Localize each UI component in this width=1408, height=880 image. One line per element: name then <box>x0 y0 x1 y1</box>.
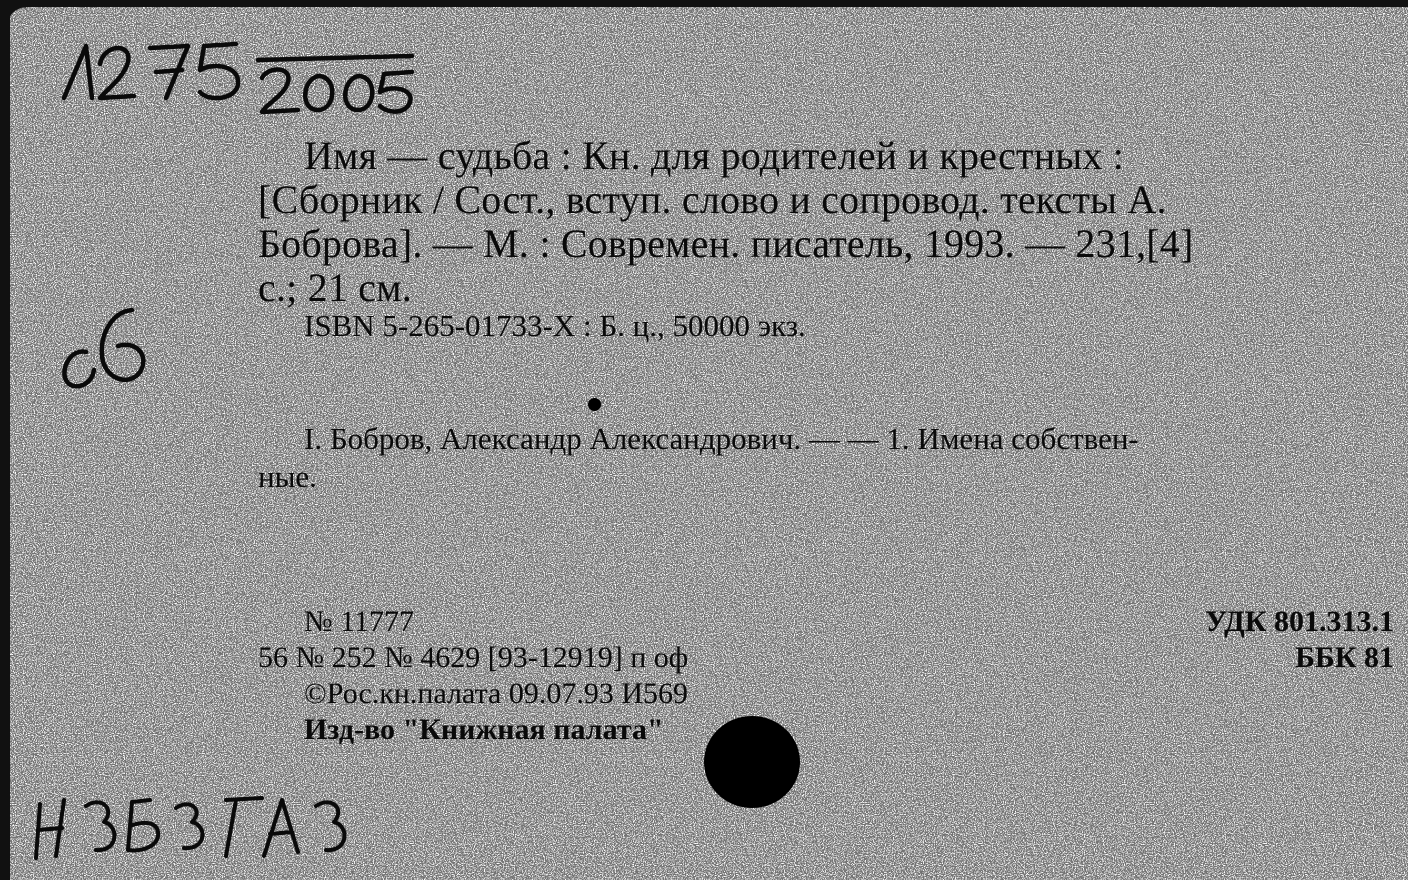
description-line-2: [Сборник / Сост., вступ. слово и сопровод. тексты А. <box>258 177 1167 222</box>
imprint-block <box>258 604 688 748</box>
scan-edge-top <box>0 0 1408 7</box>
publisher-line: Изд-во "Книжная палата" <box>304 713 664 746</box>
udk-code: УДК 801.313.1 <box>1205 605 1394 638</box>
card-number: № 11777 <box>304 605 415 638</box>
description-line-4: с.; 21 см. <box>258 265 412 310</box>
bibliographic-description <box>258 134 1398 310</box>
punch-dot <box>588 398 601 411</box>
copyright-line: ©Рос.кн.палата 09.07.93 И569 <box>304 677 689 710</box>
description-line-1: Имя — судьба : Кн. для родителей и крестных : <box>304 133 1125 178</box>
bbk-code: ББК 81 <box>1295 641 1394 674</box>
tracing-line-1: I. Бобров, Александр Александрович. — — 1. Имена собствен- <box>304 421 1139 456</box>
card-corner <box>0 0 26 26</box>
description-line-3: Боброва]. — М. : Современ. писатель, 1993. — 231,[4] <box>258 221 1194 266</box>
isbn-line: ISBN 5-265-01733-X : Б. ц., 50000 экз. <box>304 308 806 343</box>
punch-hole <box>704 716 800 808</box>
classification-block <box>1205 604 1394 676</box>
tracing-line-2: ные. <box>258 459 317 494</box>
tracing-block <box>258 420 1398 496</box>
series-line: 56 № 252 № 4629 [93-12919] п оф <box>258 641 689 674</box>
scan-edge-left <box>0 0 10 880</box>
